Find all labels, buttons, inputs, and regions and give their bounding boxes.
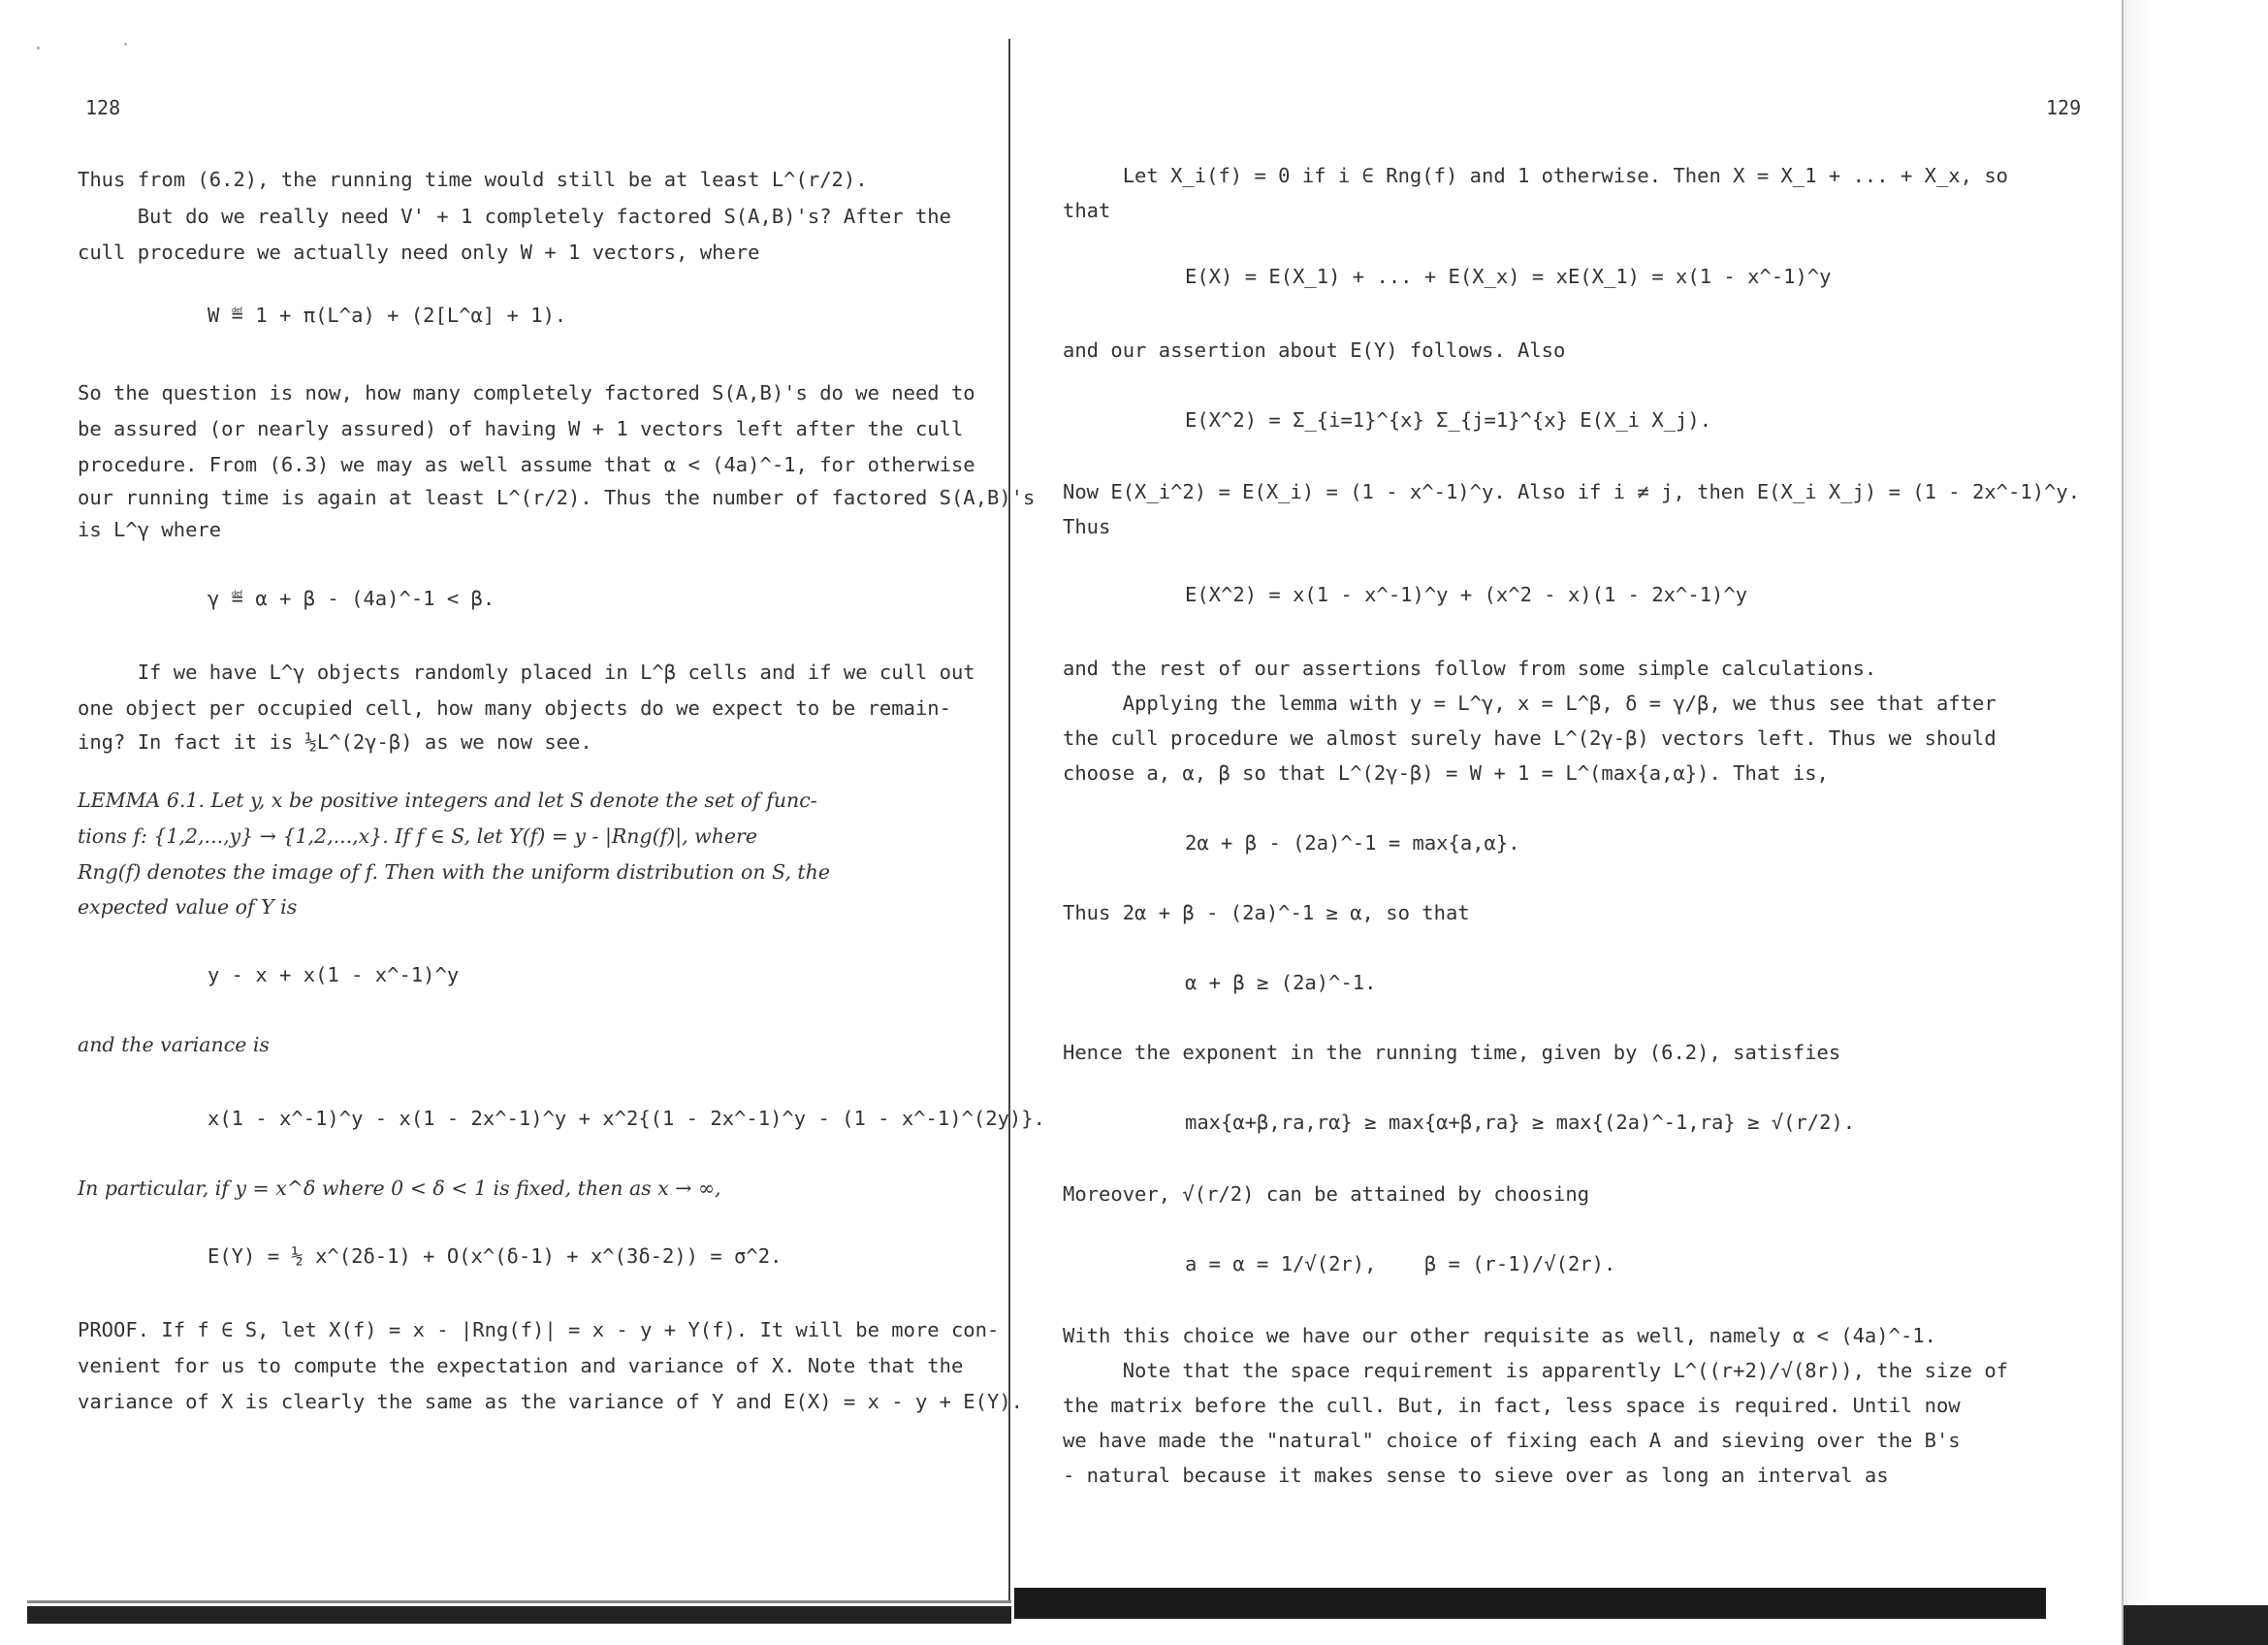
text-line: be assured (or nearly assured) of having W + 1 vectors left after the cull bbox=[78, 417, 964, 440]
text-line: Now E(X_i^2) = E(X_i) = (1 - x^-1)^y. Also if i ≠ j, then E(X_i X_j) = (1 - 2x^-1)^y. bbox=[1063, 480, 2081, 503]
text-line: Moreover, √(r/2) can be attained by choosing bbox=[1063, 1182, 1590, 1206]
text-line: Applying the lemma with y = L^γ, x = L^β, δ = γ/β, we thus see that after bbox=[1063, 692, 1996, 715]
text-line: - natural because it makes sense to sieve over as long an interval as bbox=[1063, 1464, 1889, 1487]
equation: max{α+β,ra,rα} ≥ max{α+β,ra} ≥ max{(2a)^-1,ra} ≥ √(r/2). bbox=[1185, 1111, 1856, 1134]
equation: a = α = 1/√(2r), β = (r-1)/√(2r). bbox=[1185, 1252, 1616, 1275]
text-line: procedure. From (6.3) we may as well assume that α < (4a)^-1, for otherwise bbox=[78, 453, 975, 476]
text-line: and our assertion about E(Y) follows. Also bbox=[1063, 339, 1566, 362]
equation: E(X^2) = x(1 - x^-1)^y + (x^2 - x)(1 - 2x^-1)^y bbox=[1185, 583, 1748, 606]
lemma-line: LEMMA 6.1. Let y, x be positive integers and let S denote the set of func- bbox=[78, 789, 817, 812]
text-line: Hence the exponent in the running time, given by (6.2), satisfies bbox=[1063, 1041, 1841, 1064]
equation: E(X) = E(X_1) + ... + E(X_x) = xE(X_1) = x(1 - x^-1)^y bbox=[1185, 265, 1832, 288]
text-line: the cull procedure we almost surely have L^(2γ-β) vectors left. Thus we should bbox=[1063, 726, 1996, 750]
equation: 2α + β - (2a)^-1 = max{a,α}. bbox=[1185, 831, 1520, 855]
equation: E(Y) = ½ x^(2δ-1) + O(x^(δ-1) + x^(3δ-2)) = σ^2. bbox=[208, 1244, 783, 1268]
text-line: Thus from (6.2), the running time would still be at least L^(r/2). bbox=[78, 168, 868, 191]
text-line: So the question is now, how many completely factored S(A,B)'s do we need to bbox=[78, 381, 975, 404]
equation: W ≝ 1 + π(L^a) + (2[L^α] + 1). bbox=[208, 304, 567, 327]
right-page bbox=[1018, 0, 2124, 1645]
text-line: ing? In fact it is ½L^(2γ-β) as we now see. bbox=[78, 730, 592, 754]
equation: α + β ≥ (2a)^-1. bbox=[1185, 971, 1377, 994]
lemma-line: In particular, if y = x^δ where 0 < δ < 1 is fixed, then as x → ∞, bbox=[78, 1177, 721, 1200]
text-line: the matrix before the cull. But, in fact, less space is required. Until now bbox=[1063, 1394, 1961, 1417]
left-page bbox=[0, 0, 1045, 1645]
page-corner-shadow bbox=[2124, 1605, 2268, 1645]
text-line: With this choice we have our other requisite as well, namely α < (4a)^-1. bbox=[1063, 1324, 1936, 1347]
text-line: that bbox=[1063, 199, 1111, 222]
page-edge-shadow bbox=[2124, 0, 2268, 1645]
text-line: and the rest of our assertions follow from some simple calculations. bbox=[1063, 657, 1877, 680]
text-line: But do we really need V' + 1 completely factored S(A,B)'s? After the bbox=[78, 205, 951, 228]
page-number: 128 bbox=[85, 96, 121, 119]
text-line: our running time is again at least L^(r/2). Thus the number of factored S(A,B)'s bbox=[78, 486, 1036, 509]
page-number: 129 bbox=[2046, 96, 2082, 119]
text-line: one object per occupied cell, how many objects do we expect to be remain- bbox=[78, 696, 951, 720]
text-line: Let X_i(f) = 0 if i ∈ Rng(f) and 1 otherwise. Then X = X_1 + ... + X_x, so bbox=[1063, 164, 2009, 187]
text-line: we have made the "natural" choice of fixing each A and sieving over the B's bbox=[1063, 1429, 1961, 1452]
text-line: Thus 2α + β - (2a)^-1 ≥ α, so that bbox=[1063, 901, 1470, 924]
text-line: Note that the space requirement is apparently L^((r+2)/√(8r)), the size of bbox=[1063, 1359, 2009, 1382]
text-line: cull procedure we actually need only W + 1 vectors, where bbox=[78, 241, 760, 264]
text-line: If we have L^γ objects randomly placed in L^β cells and if we cull out bbox=[78, 661, 975, 684]
equation: γ ≝ α + β - (4a)^-1 < β. bbox=[208, 587, 495, 610]
text-line: Thus bbox=[1063, 515, 1111, 538]
text-line: choose a, α, β so that L^(2γ-β) = W + 1 = L^(max{a,α}). That is, bbox=[1063, 761, 1829, 785]
proof-line: PROOF. If f ∈ S, let X(f) = x - |Rng(f)| = x - y + Y(f). It will be more con- bbox=[78, 1318, 1000, 1341]
equation: y - x + x(1 - x^-1)^y bbox=[208, 963, 460, 986]
equation: x(1 - x^-1)^y - x(1 - 2x^-1)^y + x^2{(1 - 2x^-1)^y - (1 - x^-1)^(2y)}. bbox=[208, 1107, 1045, 1130]
lemma-line: expected value of Y is bbox=[78, 895, 298, 919]
lemma-line: tions f: {1,2,...,y} → {1,2,...,x}. If f ∈ S, let Y(f) = y - |Rng(f)|, where bbox=[78, 824, 757, 848]
text-line: variance of X is clearly the same as the variance of Y and E(X) = x - y + E(Y). bbox=[78, 1390, 1024, 1413]
text-line: is L^γ where bbox=[78, 518, 222, 541]
lemma-line: and the variance is bbox=[78, 1033, 270, 1056]
lemma-line: Rng(f) denotes the image of f. Then with the uniform distribution on S, the bbox=[78, 860, 830, 884]
text-line: venient for us to compute the expectation and variance of X. Note that the bbox=[78, 1354, 964, 1377]
equation: E(X^2) = Σ_{i=1}^{x} Σ_{j=1}^{x} E(X_i X_j). bbox=[1185, 408, 1712, 432]
